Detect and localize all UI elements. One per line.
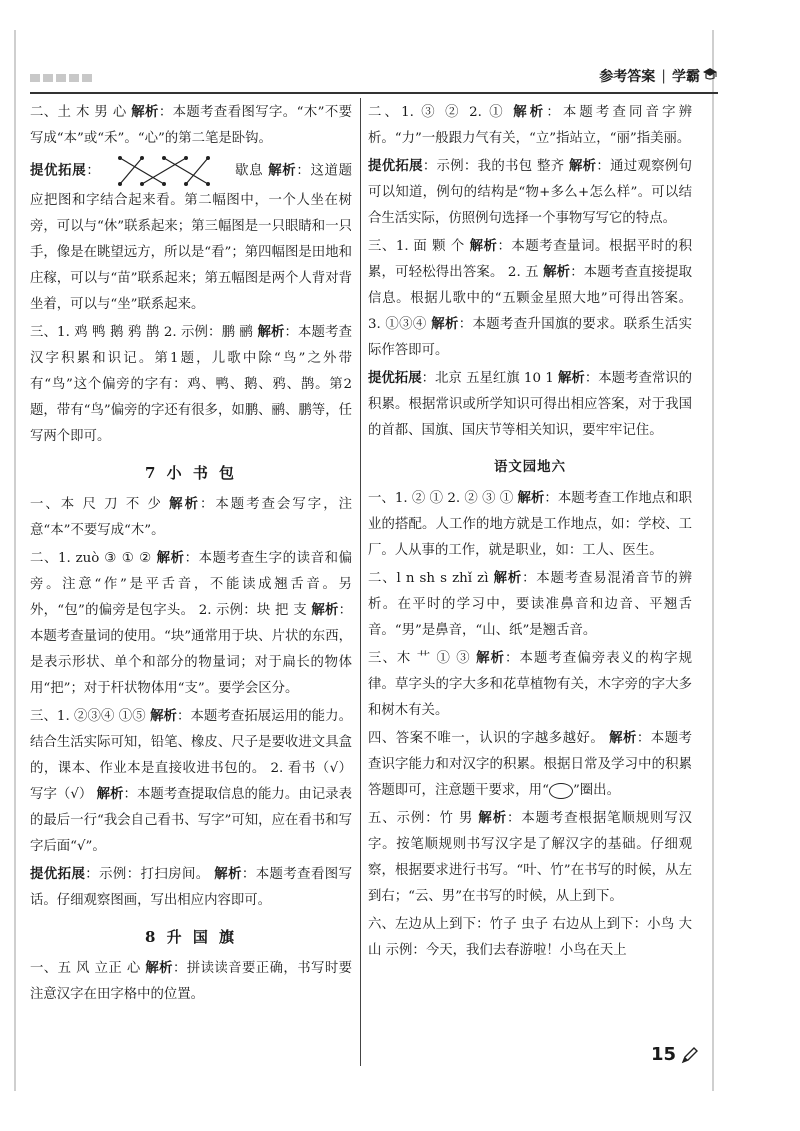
answer-text: ：本题考查汉字积累和识记。第1题，儿歌中除“鸟”之外带有“鸟”这个偏旁的字有：鸡、鸭、鹅、鸦、鹊。第2题，带有“鸟”偏旁的字还有很多，如鹏、鹂、鹏等，任写两个即可。 <box>30 325 353 444</box>
analysis-label: 解析 <box>476 651 506 666</box>
answer-paragraph <box>30 154 352 318</box>
answer-paragraph <box>368 100 692 152</box>
matching-line <box>120 158 142 184</box>
analysis-label: 解析 <box>268 163 297 179</box>
circle-mark-icon <box>549 783 573 799</box>
analysis-label: 解析 <box>311 603 339 618</box>
matching-dot <box>206 156 210 160</box>
answer-text: 六、左边从上到下：竹子 虫子 右边从上到下：小鸟 大山 示例：今天，我们去春游啦！小鸟在天上 <box>368 917 692 958</box>
analysis-label: 解析 <box>478 811 508 826</box>
left-column <box>30 100 352 1010</box>
analysis-label: 解析 <box>517 491 545 506</box>
header-separator: | <box>661 68 666 84</box>
analysis-label: 提优拓展 <box>30 163 87 179</box>
answer-text: ：本题考查直接提取信息。根据儿歌中的“五颗金星照大地”可得出答案。 3. ①③④ <box>368 265 693 332</box>
answer-text: ：北京 五星红旗 10 1 <box>421 371 559 386</box>
page-edge-right <box>712 30 714 1091</box>
page-edge-left <box>14 30 16 1091</box>
section-title: 语文园地六 <box>494 459 566 475</box>
answer-paragraph <box>368 806 692 910</box>
answer-text: 二、1. ③ ② 2. ① <box>368 105 514 120</box>
matching-dot <box>118 182 122 186</box>
answer-text: ：本题考查看图写话。仔细观察图画，写出相应内容即可。 <box>30 867 353 908</box>
header-title: 参考答案 <box>599 69 656 85</box>
matching-line <box>120 158 164 184</box>
answer-text: ：这道题应把图和字结合起来看。第二幅图中，一个人坐在树旁，可以与“休”联系起来；第三幅图是一只眼睛和一只手，像是在眺望远方，所以是“看”；第四幅图是田地和庄稼，可以与“苗”联系起来；第五幅图是两个人背对背坐着，可以与“坐”联系起来。 <box>30 163 353 312</box>
answer-text: 一、1. ② ① 2. ② ③ ① <box>368 491 518 506</box>
answer-text: 二、土 木 男 心 <box>30 105 132 120</box>
answer-text: ：本题考查偏旁表义的构字规律。草字头的字大多和花草植物有关，木字旁的字大多和树木有关。 <box>368 651 693 718</box>
answer-text: 三、木 艹 ① ③ <box>368 651 477 666</box>
matching-dot <box>118 156 122 160</box>
answer-paragraph <box>368 234 692 364</box>
matching-dot <box>140 182 144 186</box>
answer-paragraph <box>368 646 692 724</box>
analysis-label: 解析 <box>257 325 285 340</box>
answer-text: ：本题考查会写字，注意“本”不要写成“木”。 <box>30 497 352 538</box>
answer-text: ：本题考查同音字辨析。“力”一般跟力气有关，“立”指站立，“丽”指美丽。 <box>368 105 693 146</box>
answer-text: 歇息 <box>234 163 269 179</box>
answer-text: ：本题考查根据笔顺规则写汉字。按笔顺规则书写汉字是了解汉字的基础。仔细观察，根据要求进行书写。“叶、竹”在书写的时候，从左到右；“云、男”在书写的时候，从上到下。 <box>368 811 693 904</box>
pencil-icon <box>680 1045 700 1065</box>
answer-text: 三、1. 鸡 鸭 鹅 鸦 鹊 2. 示例：鹏 鹂 <box>30 325 258 340</box>
header-block <box>82 74 92 82</box>
answer-text: ：本题考查提取信息的能力。由记录表的最后一行“我会自己看书、写字”可知，应在看书和写字后面“√”。 <box>30 787 352 854</box>
answer-text: ：本题考查量词。根据平时的积累，可轻松得出答案。 2. 五 <box>368 239 693 280</box>
analysis-label: 提优拓展 <box>368 159 423 174</box>
answer-paragraph <box>368 154 692 232</box>
analysis-label: 解析 <box>145 961 173 976</box>
header-block <box>30 74 40 82</box>
analysis-label: 解析 <box>150 709 177 724</box>
section-title: 7 小 书 包 <box>144 464 238 482</box>
answer-text: ：本题考查看图写字。“木”不要写成“本”或“禾”。“心”的第二笔是卧钩。 <box>30 105 352 146</box>
analysis-label: 解析 <box>609 731 637 746</box>
answer-paragraph <box>30 320 352 450</box>
answer-text: 二、1. zuò ③ ① ② <box>30 551 157 566</box>
answer-text: ：本题考查升国旗的要求。联系生活实际作答即可。 <box>368 317 693 358</box>
answer-text: 五、示例：竹 男 <box>368 811 479 826</box>
answer-paragraph <box>368 566 692 644</box>
answer-paragraph <box>30 862 352 914</box>
answer-paragraph <box>30 100 352 152</box>
answer-text: ”圈出。 <box>572 783 620 798</box>
answer-paragraph <box>30 546 352 702</box>
answer-text: ： <box>86 163 101 179</box>
header-title-group <box>599 66 718 86</box>
analysis-label: 解析 <box>156 551 185 566</box>
answer-paragraph <box>30 492 352 544</box>
answer-text: ：本题考查易混淆音节的辨析。在平时的学习中，要读准鼻音和边音、平翘舌音。“男”是鼻音，“山、纸”是翘舌音。 <box>368 571 692 638</box>
matching-dot <box>162 182 166 186</box>
answer-text: 四、答案不唯一，认识的字越多越好。 <box>368 731 610 746</box>
analysis-label: 解析 <box>431 317 459 332</box>
analysis-label: 解析 <box>493 571 523 586</box>
answer-text: ：本题考查工作地点和职业的搭配。人工作的地方就是工作地点，如：学校、工厂。人从事的工作，就是职业，如：工人、医生。 <box>368 491 693 558</box>
answer-paragraph <box>368 486 692 564</box>
header-rule <box>30 92 718 94</box>
header-decoration <box>30 74 92 82</box>
matching-dot <box>206 182 210 186</box>
column-divider <box>360 98 361 1066</box>
answer-paragraph <box>368 912 692 964</box>
answer-text: ：本题考查常识的积累。根据常识或所学知识可得出相应答案，对于我国的首都、国旗、国庆节等相关知识，要牢牢记住。 <box>368 371 693 438</box>
answer-text: ：本题考查识字能力和对汉字的积累。根据日常及学习中的积累答题即可，注意题干要求，用“ <box>368 731 693 798</box>
page-number: 15 <box>650 1044 676 1065</box>
answer-text: ：通过观察例句可以知道，例句的结构是“物+多么+怎么样”。可以结合生活实际，仿照例句选择一个事物写写它的特点。 <box>368 159 692 226</box>
matching-line <box>186 158 208 184</box>
answer-text: 三、1. ②③④ ①⑤ <box>30 709 151 724</box>
header-block <box>69 74 79 82</box>
answer-text: ：示例：打扫房间。 <box>85 867 215 882</box>
answer-paragraph <box>368 366 692 444</box>
analysis-label: 解析 <box>469 239 498 254</box>
answer-text: 二、l n sh s zhǐ zì <box>368 571 494 586</box>
answer-text: ：本题考查拓展运用的能力。结合生活实际可知，铅笔、橡皮、尺子是要收进文具盒的，课本、作业本是直接收进书包的。 2. 看书（√） 写字（√） <box>30 709 353 802</box>
matching-dot <box>140 156 144 160</box>
header-brand: 学霸 <box>672 69 700 85</box>
analysis-label: 解析 <box>214 867 242 882</box>
analysis-label: 解析 <box>96 787 124 802</box>
answer-text: 三、1. 面 颗 个 <box>368 239 470 254</box>
answer-text: ：本题考查生字的读音和偏旁。注意“作”是平舌音，不能读成翘舌音。另外，“包”的偏旁是包字头。 2. 示例：块 把 支 <box>30 551 353 618</box>
matching-line <box>164 158 208 184</box>
answer-text: 一、本 尺 刀 不 少 <box>30 497 170 512</box>
answer-paragraph <box>30 956 352 1008</box>
header-block <box>56 74 66 82</box>
answer-text: ：拼读读音要正确，书写时要注意汉字在田字格中的位置。 <box>30 961 353 1002</box>
analysis-label: 解析 <box>543 265 571 280</box>
matching-dot <box>162 156 166 160</box>
right-column <box>368 100 692 966</box>
analysis-label: 提优拓展 <box>30 867 86 882</box>
matching-dot <box>184 182 188 186</box>
answer-text: 一、五 风 立正 心 <box>30 961 146 976</box>
graduation-cap-icon <box>702 67 718 85</box>
answer-paragraph <box>368 726 692 804</box>
analysis-label: 提优拓展 <box>368 371 422 386</box>
analysis-label: 解析 <box>568 159 597 174</box>
analysis-label: 解析 <box>513 105 547 120</box>
analysis-label: 解析 <box>131 105 159 120</box>
section-title: 8 升 国 旗 <box>144 928 238 946</box>
page-header <box>30 66 718 90</box>
matching-lines-figure <box>108 154 226 188</box>
answer-text: ：本题考查量词的使用。“块”通常用于块、片状的东西，是表示形状、单个和部分的物量词；对于扁长的物体用“把”；对于杆状物体用“支”。要学会区分。 <box>30 603 353 696</box>
matching-line <box>142 158 186 184</box>
answer-paragraph <box>30 704 352 860</box>
analysis-label: 解析 <box>169 497 200 512</box>
matching-dot <box>184 156 188 160</box>
answer-text: ：示例：我的书包 整齐 <box>422 159 569 174</box>
header-block <box>43 74 53 82</box>
analysis-label: 解析 <box>558 371 585 386</box>
